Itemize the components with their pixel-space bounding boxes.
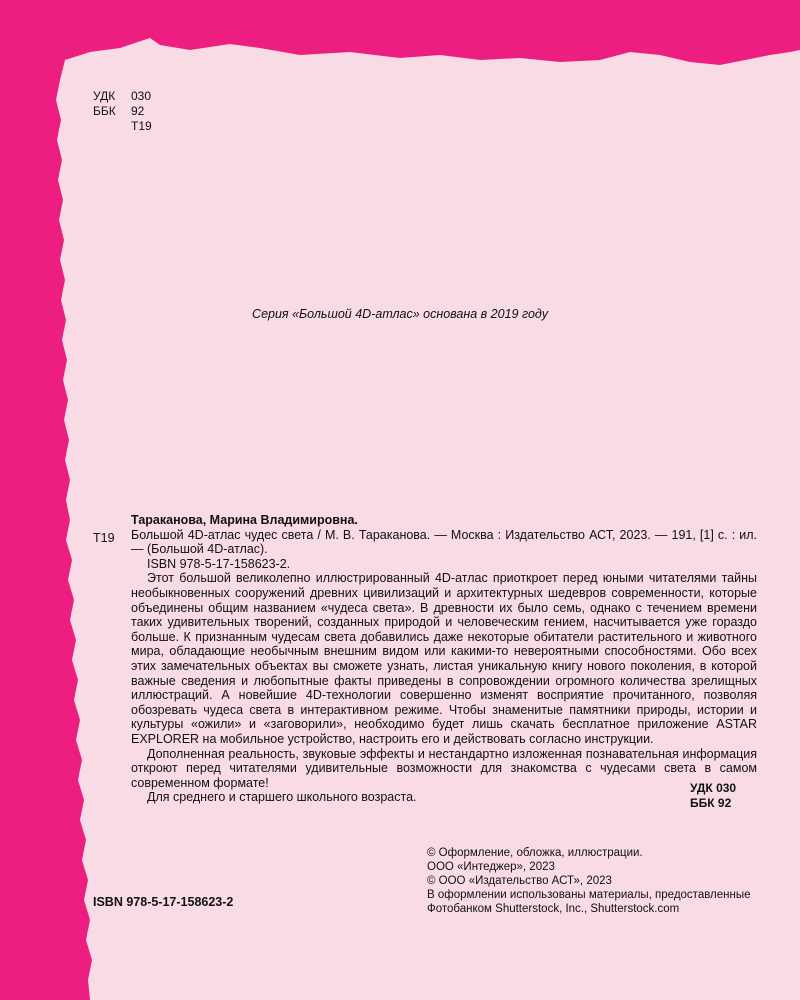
annotation-paragraph: Дополненная реальность, звуковые эффекты и нестандартно изложенная познавательная информация откроют перед читателями удивительные возможности для знакомства с чудесами света в самом современном формате! — [131, 746, 757, 790]
bibliographic-record — [131, 513, 757, 805]
isbn-line: ISBN 978-5-17-158623-2. — [147, 556, 291, 571]
annotation-paragraph: Этот большой великолепно иллюстрированный 4D-атлас приоткроет перед юными читателями тайны необыкновенных сооружений древних цивилизаций и архитектурных шедевров современности, которые объединены общим названием «чудеса света». В древности их было семь, однако с течением времени таких удивительных творений, созданных природой и человеческим гением, насчитывается уже гораздо больше. К признанным чудесам света добавились даже некоторые обитатели растительного и животного мира, обладающие необычным внешним видом или какими-то невероятными способностями. Обо всех этих замечательных объектах вы сможете узнать, листая уникальную книгу нового поколения, в которой важные сведения и любопытные факты приведены в сопровождении огромного количества зрелищных иллюстраций. А новейшие 4D-технологии совершенно изменят восприятие прочитанного, позволяя обозревать чудеса света в интерактивном режиме. Чтобы знаменитые памятники природы, истории и культуры «ожили» и «заговорили», необходимо будет лишь скачать бесплатное приложение ASTAR EXPLORER на мобильное устройство, настроить его и действовать согласно инструкции. — [131, 571, 757, 746]
audience-note: Для среднего и старшего школьного возраста. — [147, 790, 417, 805]
bibliographic-description: Большой 4D-атлас чудес света / М. В. Тараканова. — Москва : Издательство АСТ, 2023. — 191, [1] с. : ил. — (Большой 4D-атлас). — [131, 527, 757, 557]
copyright-notice: © Оформление, обложка, иллюстрации. ООО «Интеджер», 2023 © ООО «Издательство АСТ», 2023 В оформлении использованы материалы, предоставленные Фотобанком Shutterstock, Inc., Shutterstock.com — [427, 847, 751, 915]
author-name: Тараканова, Марина Владимировна. — [131, 513, 358, 527]
series-note: Серия «Большой 4D-атлас» основана в 2019 году — [252, 307, 548, 321]
isbn-bottom: ISBN 978-5-17-158623-2 — [93, 895, 234, 909]
classification-codes: УДК 030 ББК 92 Т19 — [93, 89, 152, 133]
author-sign: Т19 — [93, 531, 115, 545]
classification-codes-bottom: УДК 030 ББК 92 — [690, 781, 737, 810]
